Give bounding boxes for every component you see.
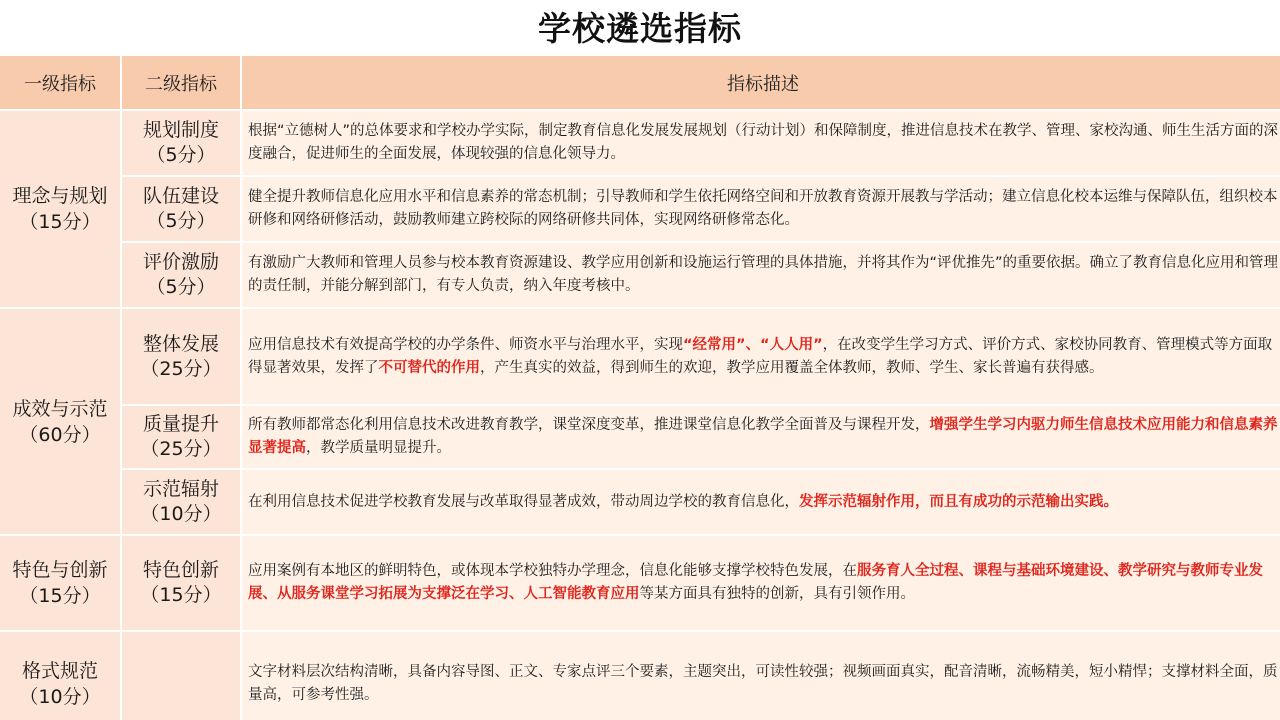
category-name: 格式规范 — [21, 660, 98, 682]
header-level1: 一级指标 — [0, 56, 120, 109]
subcategory-cell — [122, 470, 240, 534]
subcategory-score: （25分） — [140, 357, 222, 380]
subcategory-name: 整体发展 — [142, 332, 219, 355]
highlight-text: “经常用”、“人人用” — [683, 336, 823, 353]
category-cell — [0, 632, 120, 720]
description-cell — [242, 309, 1280, 404]
category-score: （60分） — [19, 423, 101, 446]
description-cell — [242, 243, 1280, 307]
subcategory-score: （15分） — [140, 584, 222, 606]
subcategory-cell — [122, 309, 240, 404]
subcategory-name: 评价激励 — [142, 251, 219, 273]
subcategory-score: （5分） — [146, 276, 216, 298]
subcategory-cell — [122, 243, 240, 307]
highlight-text: 服务育人全过程、课程与基础环境建设、教学研究与教师专业发展、从服务课堂学习拓展为支撑泛在学习、人工智能教育应用 — [248, 563, 1263, 602]
description-cell — [242, 111, 1280, 175]
category-cell — [0, 309, 120, 534]
subcategory-cell — [122, 111, 240, 175]
subcategory-score: （10分） — [140, 503, 222, 525]
category-score: （10分） — [19, 686, 101, 708]
description-cell — [242, 536, 1280, 630]
category-score: （15分） — [19, 585, 101, 607]
category-cell — [0, 111, 120, 307]
subcategory-name: 规划制度 — [142, 119, 219, 141]
category-score: （15分） — [19, 211, 101, 233]
description-text: 应用案例有本地区的鲜明特色，或体现本学校独特办学理念，信息化能够支撑学校特色发展，在服务育人全过程、课程与基础环境建设、教学研究与教师专业发展、从服务课堂学习拓展为支撑泛在学习、人工智能教育应用等某方面具有独特的创新，具有引领作用。 — [248, 563, 1263, 602]
highlight-text: 不可替代的作用 — [378, 359, 480, 376]
subcategory-name: 示范辐射 — [142, 478, 219, 500]
description-text: 根据“立德树人”的总体要求和学校办学实际，制定教育信息化发展发展规划（行动计划）和保障制度，推进信息技术在教学、管理、家校沟通、师生生活方面的深度融合，促进师生的全面发展，体现较强的信息化领导力。 — [248, 123, 1279, 162]
description-text: 在利用信息技术促进学校教育发展与改革取得显著成效，带动周边学校的教育信息化，发挥示范辐射作用，而且有成功的示范输出实践。 — [248, 493, 1118, 510]
description-text: 文字材料层次结构清晰，具备内容导图、正文、专家点评三个要素，主题突出，可读性较强；视频画面真实，配音清晰，流畅精美，短小精悍；支撑材料全面，质量高，可参考性强。 — [248, 664, 1278, 703]
description-cell — [242, 632, 1280, 720]
subcategory-score: （5分） — [146, 144, 216, 166]
highlight-text: 增强学生学习内驱力师生信息技术应用能力和信息素养显著提高 — [248, 417, 1278, 456]
subcategory-name: 特色创新 — [142, 559, 219, 581]
page-title: 学校遴选指标 — [538, 9, 742, 48]
description-text: 所有教师都常态化利用信息技术改进教育教学，课堂深度变革，推进课堂信息化教学全面普及与课程开发，增强学生学习内驱力师生信息技术应用能力和信息素养显著提高，教学质量明显提升。 — [248, 417, 1278, 456]
subcategory-cell — [122, 406, 240, 468]
description-cell — [242, 470, 1280, 534]
criteria-table — [0, 56, 1280, 720]
description-cell — [242, 406, 1280, 468]
subcategory-cell — [122, 177, 240, 241]
description-text: 健全提升教师信息化应用水平和信息素养的常态机制；引导教师和学生依托网络空间和开放教育资源开展教与学活动；建立信息化校本运维与保障队伍，组织校本研修和网络研修活动，鼓励教师建立跨校际的网络研修共同体，实现网络研修常态化。 — [248, 189, 1278, 228]
category-cell — [0, 536, 120, 630]
subcategory-cell — [122, 536, 240, 630]
subcategory-score: （25分） — [140, 438, 222, 460]
header-level2: 二级指标 — [122, 56, 240, 109]
description-text: 有激励广大教师和管理人员参与校本教育资源建设、教学应用创新和设施运行管理的具体措施，并将其作为“评优推先”的重要依据。确立了教育信息化应用和管理的责任制，并能分解到部门，有专人负责，纳入年度考核中。 — [248, 255, 1279, 294]
category-name: 特色与创新 — [12, 559, 108, 581]
subcategory-name: 质量提升 — [142, 413, 219, 435]
category-name: 理念与规划 — [12, 185, 108, 207]
category-name: 成效与示范 — [12, 397, 108, 420]
highlight-text: 发挥示范辐射作用，而且有成功的示范输出实践。 — [799, 493, 1118, 510]
subcategory-cell — [122, 632, 240, 720]
description-text: 应用信息技术有效提高学校的办学条件、师资水平与治理水平，实现“经常用”、“人人用”，在改变学生学习方式、评价方式、家校协同教育、管理模式等方面取得显著效果，发挥了不可替代的作用，产生真实的效益，得到师生的欢迎，教学应用覆盖全体教师，教师、学生、家长普遍有获得感。 — [248, 336, 1273, 376]
subcategory-score: （5分） — [146, 210, 216, 232]
subcategory-name: 队伍建设 — [142, 185, 219, 207]
description-cell — [242, 177, 1280, 241]
header-description: 指标描述 — [242, 56, 1280, 109]
